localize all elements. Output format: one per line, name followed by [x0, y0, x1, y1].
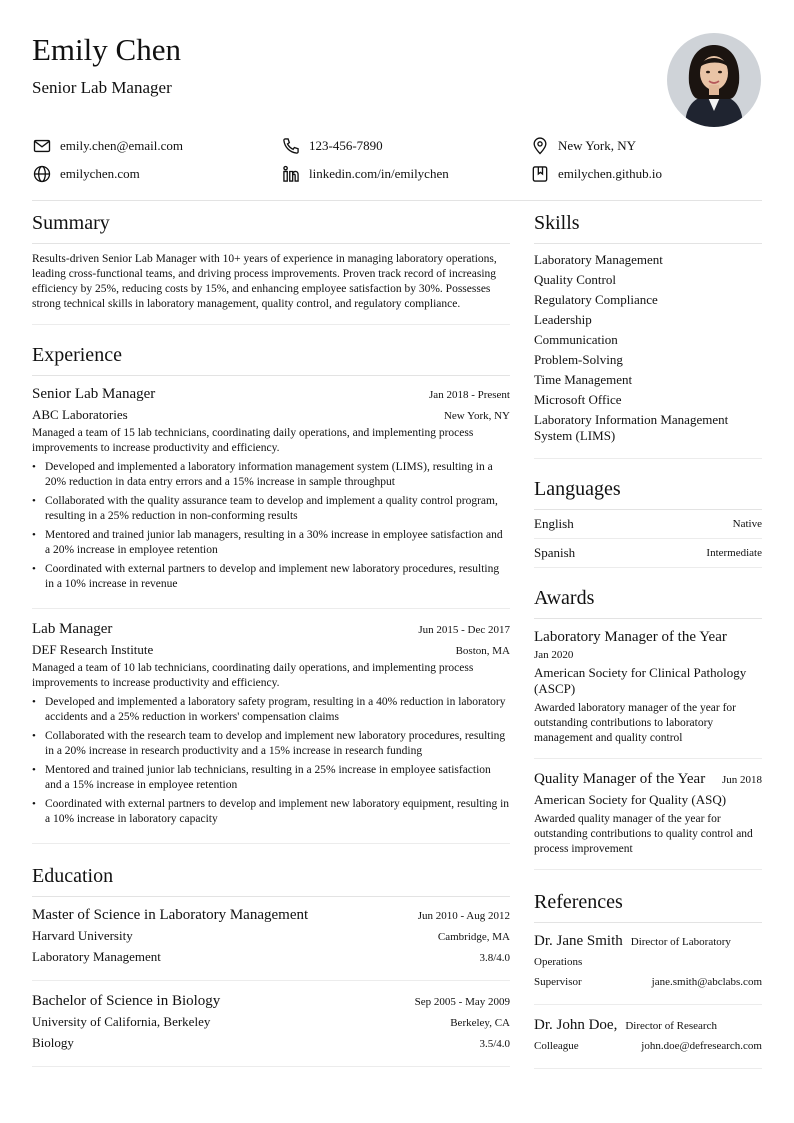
job-bullet: • Collaborated with the research team to develop and implement new laboratory procedures, resulting in a 20% increase in research productivity and a 15% increase in research funding: [32, 729, 510, 759]
skills-section: [534, 201, 762, 459]
skills-heading: Skills: [534, 201, 762, 244]
job-title: Senior Lab Manager: [32, 386, 156, 402]
reference-email: john.doe@defresearch.com: [641, 1040, 762, 1052]
job-company: DEF Research Institute: [32, 642, 154, 657]
language-name: Spanish: [534, 545, 576, 560]
summary-text: Results-driven Senior Lab Manager with 10+ years of experience in managing laboratory operations, leading cross-functional teams, and driving process improvements. Proven track record of increasing efficiency by 25%, reducing costs by 15%, and enhancing employee satisfaction by 30%. Possesses strong technical skills in laboratory management, quality control, and regulatory compliance.: [32, 253, 497, 310]
reference-email: jane.smith@abclabs.com: [651, 976, 762, 988]
job-subheader: [32, 405, 510, 426]
school-location: Cambridge, MA: [437, 931, 510, 943]
languages-section: [534, 467, 762, 568]
school-row: [32, 1012, 510, 1033]
reference-contact: [534, 1036, 762, 1056]
language-row: [534, 539, 762, 568]
job-location: New York, NY: [443, 410, 510, 422]
language-name: English: [534, 516, 574, 531]
contact-email[interactable]: [32, 136, 183, 156]
awards-section: [534, 576, 762, 870]
job-bullets: [32, 695, 510, 827]
award-issuer: American Society for Clinical Pathology (ASCP): [534, 665, 747, 696]
experience-heading: Experience: [32, 333, 510, 376]
bookmark-icon: [530, 164, 550, 184]
award-date: Jun 2018: [721, 774, 762, 786]
reference-entry: [534, 931, 762, 1005]
job-title: Lab Manager: [32, 621, 113, 637]
job-location: Boston, MA: [455, 645, 510, 657]
job-bullet: • Collaborated with the quality assurance team to develop and implement a quality control program, resulting in a 25% reduction in non-conforming results: [32, 494, 510, 524]
job-dates: Jan 2018 - Present: [429, 389, 510, 401]
profile-photo: [667, 33, 761, 127]
award-title: Laboratory Manager of the Year: [534, 629, 727, 645]
education-entry: [32, 905, 510, 981]
award-issuer: American Society for Quality (ASQ): [534, 792, 727, 807]
resume-header: [32, 0, 762, 130]
degree-row: [32, 991, 510, 1012]
job-bullet: • Mentored and trained junior lab managers, resulting in a 30% increase in employee satisfaction and a 20% increase in employee retention: [32, 528, 510, 558]
skill-item: Regulatory Compliance: [534, 292, 658, 307]
references-heading: References: [534, 880, 762, 923]
right-column: [534, 201, 762, 1079]
school-name: University of California, Berkeley: [32, 1014, 211, 1029]
reference-relation: Supervisor: [534, 976, 582, 988]
website-text: emilychen.com: [60, 166, 140, 181]
experience-section: [32, 333, 510, 844]
language-level: Intermediate: [706, 547, 762, 559]
skill-item: Laboratory Management: [534, 252, 663, 267]
award-date: Jan 2020: [534, 649, 574, 661]
job-dates: Jun 2015 - Dec 2017: [418, 624, 510, 636]
globe-icon: [32, 164, 52, 184]
gpa: 3.8/4.0: [479, 952, 510, 964]
contact-linkedin[interactable]: [281, 164, 449, 184]
award-header: [534, 627, 762, 663]
job-bullet: • Coordinated with external partners to develop and implement new laboratory equipment, resulting in a 10% increase in laboratory capacity: [32, 797, 510, 827]
skill-item: Microsoft Office: [534, 392, 622, 407]
reference-role: Director of Laboratory Operations: [534, 936, 731, 968]
job-bullet: • Developed and implemented a laboratory safety program, resulting in a 40% reduction in laboratory accidents and a 25% reduction in workers' compensation claims: [32, 695, 510, 725]
skill-item: Leadership: [534, 312, 592, 327]
skill-item: Time Management: [534, 372, 633, 387]
skill-item: Communication: [534, 332, 618, 347]
language-row: [534, 510, 762, 539]
education-section: [32, 854, 510, 1067]
reference-name: Dr. Jane Smith: [534, 933, 623, 949]
map-pin-icon: [530, 136, 550, 156]
contact-location: [530, 136, 636, 156]
reference-relation: Colleague: [534, 1040, 579, 1052]
summary-section: [32, 201, 510, 325]
languages-heading: Languages: [534, 467, 762, 510]
degree-title: Bachelor of Science in Biology: [32, 993, 221, 1009]
linkedin-icon: [281, 164, 301, 184]
school-location: Berkeley, CA: [450, 1017, 510, 1029]
awards-heading: Awards: [534, 576, 762, 619]
contact-phone[interactable]: [281, 136, 383, 156]
skill-item: Quality Control: [534, 272, 616, 287]
reference-role: Director of Research: [625, 1020, 717, 1032]
reference-contact: [534, 972, 762, 992]
job-company: ABC Laboratories: [32, 407, 128, 422]
field-row: [32, 1033, 510, 1054]
job-bullet: • Coordinated with external partners to develop and implement new laboratory procedures, resulting in a 10% increase in revenue: [32, 562, 510, 592]
award-entry: [534, 769, 762, 870]
linkedin-text: linkedin.com/in/emilychen: [309, 166, 449, 181]
degree-row: [32, 905, 510, 926]
phone-text: 123-456-7890: [309, 138, 383, 153]
summary-heading: Summary: [32, 201, 510, 244]
candidate-name: Emily Chen: [32, 32, 181, 67]
education-heading: Education: [32, 854, 510, 897]
mail-icon: [32, 136, 52, 156]
job-bullet: • Mentored and trained junior lab technicians, resulting in a 25% increase in employee satisfaction and a 15% increase in employee retention: [32, 763, 510, 793]
experience-entry: [32, 384, 510, 609]
education-entry: [32, 991, 510, 1067]
skill-item: Problem-Solving: [534, 352, 623, 367]
school-name: Harvard University: [32, 928, 133, 943]
reference-header: [534, 1015, 762, 1036]
location-text: New York, NY: [558, 138, 637, 153]
job-header: [32, 619, 510, 640]
phone-icon: [281, 136, 301, 156]
skill-item: Laboratory Information Management System (LIMS): [534, 412, 729, 443]
field-row: [32, 947, 510, 968]
job-subheader: [32, 640, 510, 661]
job-description: Managed a team of 15 lab technicians, coordinating daily operations, and implementing process improvements to increase productivity and efficiency.: [32, 427, 474, 454]
gpa: 3.5/4.0: [479, 1038, 510, 1050]
degree-title: Master of Science in Laboratory Management: [32, 907, 309, 923]
github-text: emilychen.github.io: [558, 166, 662, 181]
award-entry: [534, 627, 762, 759]
experience-entry: [32, 619, 510, 844]
contact-github[interactable]: [530, 164, 662, 184]
contact-website[interactable]: [32, 164, 140, 184]
reference-name: Dr. John Doe,: [534, 1017, 618, 1033]
resume-columns: [32, 201, 762, 1079]
left-column: [32, 201, 510, 1079]
award-title: Quality Manager of the Year: [534, 771, 706, 787]
references-section: [534, 880, 762, 1069]
contact-info: [32, 130, 762, 201]
reference-header: [534, 931, 762, 972]
field-of-study: Biology: [32, 1035, 74, 1050]
field-of-study: Laboratory Management: [32, 949, 161, 964]
award-header: [534, 769, 762, 790]
reference-entry: [534, 1015, 762, 1069]
degree-dates: Jun 2010 - Aug 2012: [417, 910, 510, 922]
email-text: emily.chen@email.com: [60, 138, 184, 153]
award-description: Awarded laboratory manager of the year for outstanding contributions to laboratory management and quality control: [534, 702, 737, 744]
degree-dates: Sep 2005 - May 2009: [414, 996, 510, 1008]
language-level: Native: [732, 518, 762, 530]
school-row: [32, 926, 510, 947]
job-header: [32, 384, 510, 405]
candidate-title: Senior Lab Manager: [32, 78, 172, 97]
job-bullet: • Developed and implemented a laboratory information management system (LIMS), resulting in a 20% reduction in data entry errors and a 15% increase in sample throughput: [32, 460, 510, 490]
job-description: Managed a team of 10 lab technicians, coordinating daily operations, and implementing process improvements to increase productivity and efficiency.: [32, 662, 474, 689]
job-bullets: [32, 460, 510, 592]
award-description: Awarded quality manager of the year for outstanding contributions to quality control and process improvement: [534, 813, 753, 855]
